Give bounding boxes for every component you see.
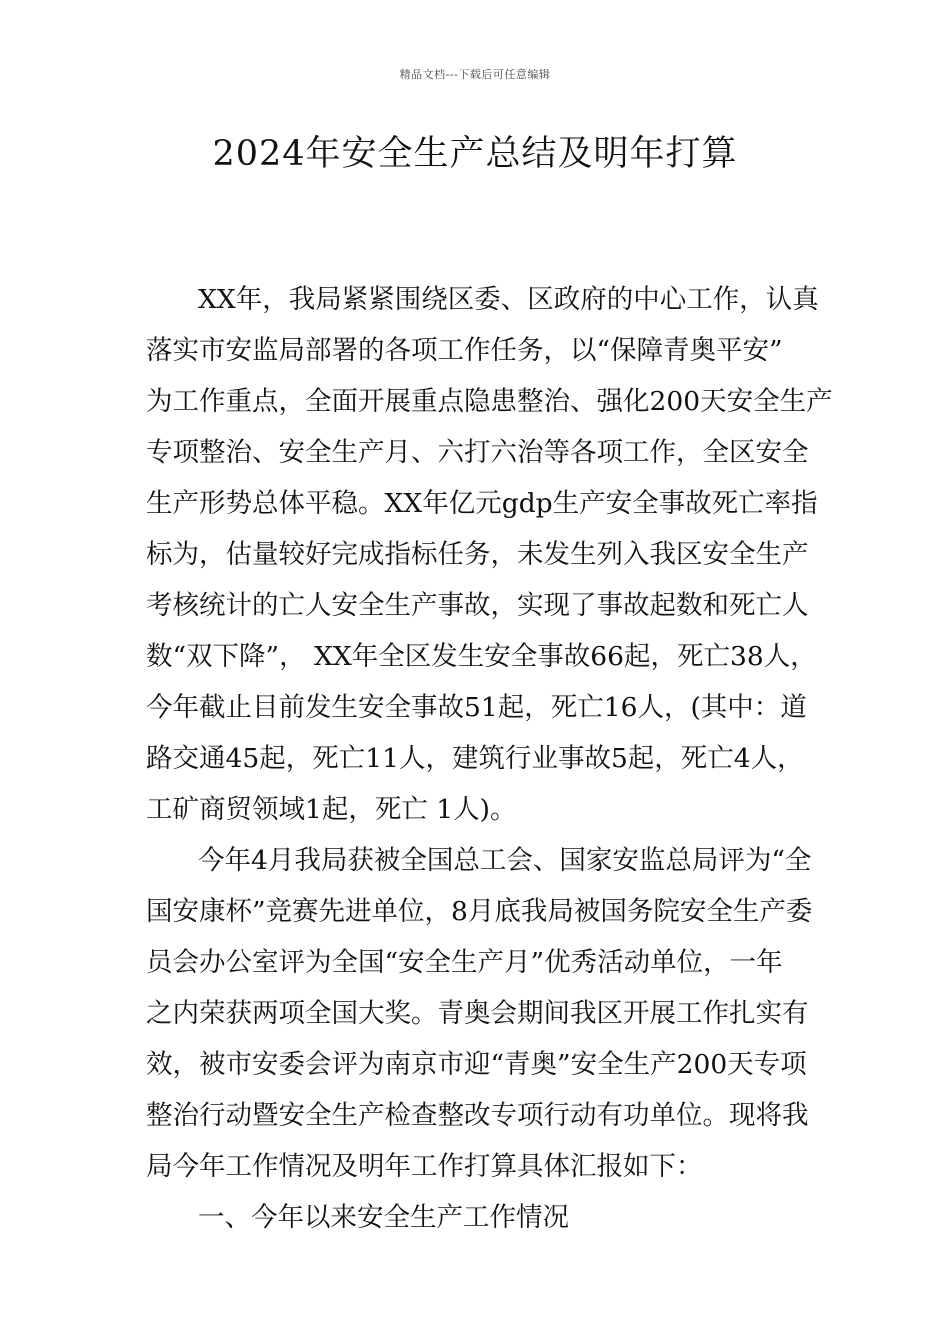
paragraph-line: XX年，我局紧紧围绕区委、区政府的中心工作，认真 [198,284,819,315]
paragraph-1 [146,280,836,841]
paragraph-2 [146,841,836,1198]
paragraph-line: 员会办公室评为全国“安全生产月”优秀活动单位，一年 [146,947,783,978]
paragraph-line: 局今年工作情况及明年工作打算具体汇报如下： [146,1151,703,1182]
paragraph-line: 效，被市安委会评为南京市迎“青奥”安全生产200天专项 [146,1049,807,1080]
paragraph-line: 工矿商贸领域1起，死亡 1人)。 [146,794,517,825]
document-body [146,280,836,1249]
paragraph-line: 整治行动暨安全生产检查整改专项行动有功单位。现将我 [146,1100,809,1131]
paragraph-line: 生产形势总体平稳。XX年亿元gdp生产安全事故死亡率指 [146,488,818,519]
paragraph-line: 国安康杯”竞赛先进单位，8月底我局被国务院安全生产委 [146,896,813,927]
paragraph-line: 为工作重点，全面开展重点隐患整治、强化200天安全生产 [146,386,833,417]
paragraph-line: 路交通45起，死亡11人，建筑行业事故5起，死亡4人， [146,743,804,774]
page-title: 2024年安全生产总结及明年打算 [212,134,738,174]
paragraph-line: 落实市安监局部署的各项工作任务，以“保障青奥平安” [146,335,783,366]
paragraph-line: 考核统计的亡人安全生产事故，实现了事故起数和死亡人 [146,590,809,621]
header-note: 精品文档---下载后可任意编辑 [399,68,551,81]
paragraph-line: 今年4月我局获被全国总工会、国家安监总局评为“全 [198,845,812,876]
section-heading: 一、今年以来安全生产工作情况 [198,1202,569,1233]
paragraph-line: 数“双下降”， XX年全区发生安全事故66起，死亡38人， [146,641,817,672]
paragraph-line: 标为，估量较好完成指标任务，未发生列入我区安全生产 [146,539,809,570]
paragraph-line: 专项整治、安全生产月、六打六治等各项工作，全区安全 [146,437,809,468]
paragraph-line: 之内荣获两项全国大奖。青奥会期间我区开展工作扎实有 [146,998,809,1029]
paragraph-line: 今年截止目前发生安全事故51起，死亡16人，(其中：道 [146,692,807,723]
